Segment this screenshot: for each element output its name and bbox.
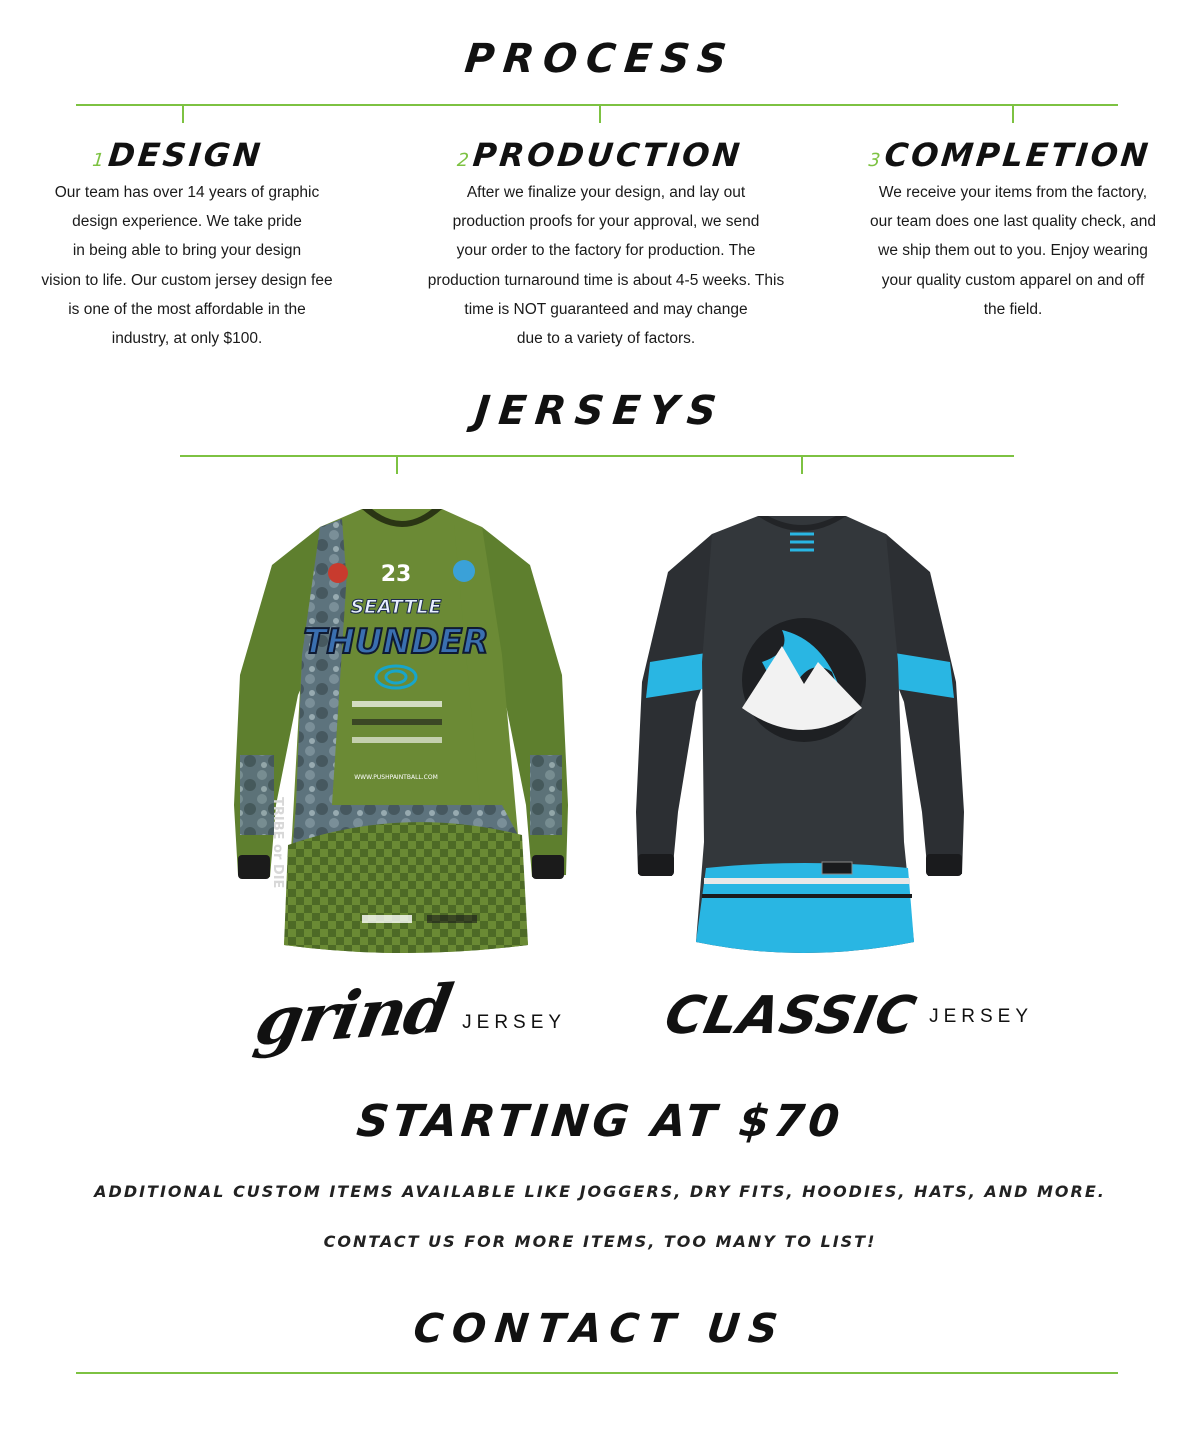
step-title-text: PRODUCTION <box>471 136 745 174</box>
text-line: we ship them out to you. Enjoy wearing <box>878 242 1148 260</box>
step-production-text <box>411 178 801 353</box>
text-line: vision to life. Our custom jersey design fee <box>41 271 333 289</box>
step-title-text: DESIGN <box>106 136 265 174</box>
jerseys-tick-2 <box>801 455 803 474</box>
text-line: your quality custom apparel on and off <box>881 271 1145 289</box>
jerseys-tick-1 <box>396 455 398 474</box>
grind-logo: grind <box>249 969 457 1061</box>
step-number: 2 <box>456 150 470 171</box>
grind-jersey-image[interactable] <box>232 505 572 965</box>
step-number: 3 <box>867 150 882 171</box>
jersey-url: WWW.PUSHPAINTBALL.COM <box>354 774 438 781</box>
step-completion-text <box>818 178 1200 324</box>
text-line: After we finalize your design, and lay out <box>466 184 746 201</box>
classic-jersey-image[interactable] <box>632 512 972 962</box>
process-tick-2 <box>599 104 601 123</box>
classic-jersey-svg <box>632 512 972 962</box>
text-line: our team does one last quality check, and <box>869 213 1157 231</box>
text-line: production turnaround time is about 4-5 weeks. This <box>427 271 785 289</box>
classic-jersey-label[interactable] <box>659 986 1034 1046</box>
team-top: SEATTLE <box>350 596 442 618</box>
text-line: the field. <box>983 300 1043 318</box>
text-line: time is NOT guaranteed and may change <box>464 300 748 318</box>
text-line: due to a variety of factors. <box>516 330 696 348</box>
step-design-text <box>0 178 382 353</box>
left-cuff <box>238 855 270 879</box>
text-line: industry, at only $100. <box>111 330 263 348</box>
process-tick-1 <box>182 104 184 123</box>
process-divider <box>76 104 1118 106</box>
classic-jersey-suffix: JERSEY <box>929 1006 1034 1027</box>
text-line: design experience. We take pride <box>72 213 302 231</box>
text-line: production proofs for your approval, we send <box>452 213 760 231</box>
process-heading: PROCESS <box>462 36 738 82</box>
checker-hem <box>284 822 528 953</box>
jersey-number: 23 <box>380 562 412 587</box>
step-design-title <box>0 136 380 174</box>
process-tick-3 <box>1012 104 1014 123</box>
contact-divider <box>76 1372 1118 1374</box>
left-sleeve <box>636 534 712 876</box>
text-line: in being able to bring your design <box>72 242 302 260</box>
left-cuff <box>638 854 674 876</box>
classic-logo: CLASSIC <box>659 986 922 1046</box>
text-line: is one of the most affordable in the <box>68 300 306 318</box>
right-cuff <box>532 855 564 879</box>
sleeve-text: TRIBE or DIE <box>270 797 285 889</box>
step-completion-title <box>808 136 1200 174</box>
contact-note: CONTACT US FOR MORE ITEMS, TOO MANY TO LIST! <box>323 1232 877 1251</box>
additional-items-note: ADDITIONAL CUSTOM ITEMS AVAILABLE LIKE JOGGERS, DRY FITS, HOODIES, HATS, AND MORE. <box>94 1182 1106 1201</box>
grind-jersey-suffix: JERSEY <box>462 1012 567 1033</box>
blue-hem <box>696 863 914 953</box>
text-line: We receive your items from the factory, <box>878 184 1148 201</box>
contact-heading: CONTACT US <box>411 1306 789 1352</box>
step-production-title <box>398 136 802 174</box>
jerseys-heading: JERSEYS <box>472 388 728 434</box>
text-line: Our team has over 14 years of graphic <box>54 184 320 201</box>
step-title-text: COMPLETION <box>882 136 1153 174</box>
jerseys-divider <box>180 455 1014 457</box>
step-number: 1 <box>91 150 106 171</box>
grind-jersey-svg <box>232 505 572 965</box>
text-line: your order to the factory for production. The <box>456 242 756 260</box>
grind-jersey-label[interactable] <box>249 969 567 1061</box>
team-main: THUNDER <box>303 622 489 662</box>
starting-price: STARTING AT $70 <box>354 1096 846 1147</box>
right-cuff <box>926 854 962 876</box>
